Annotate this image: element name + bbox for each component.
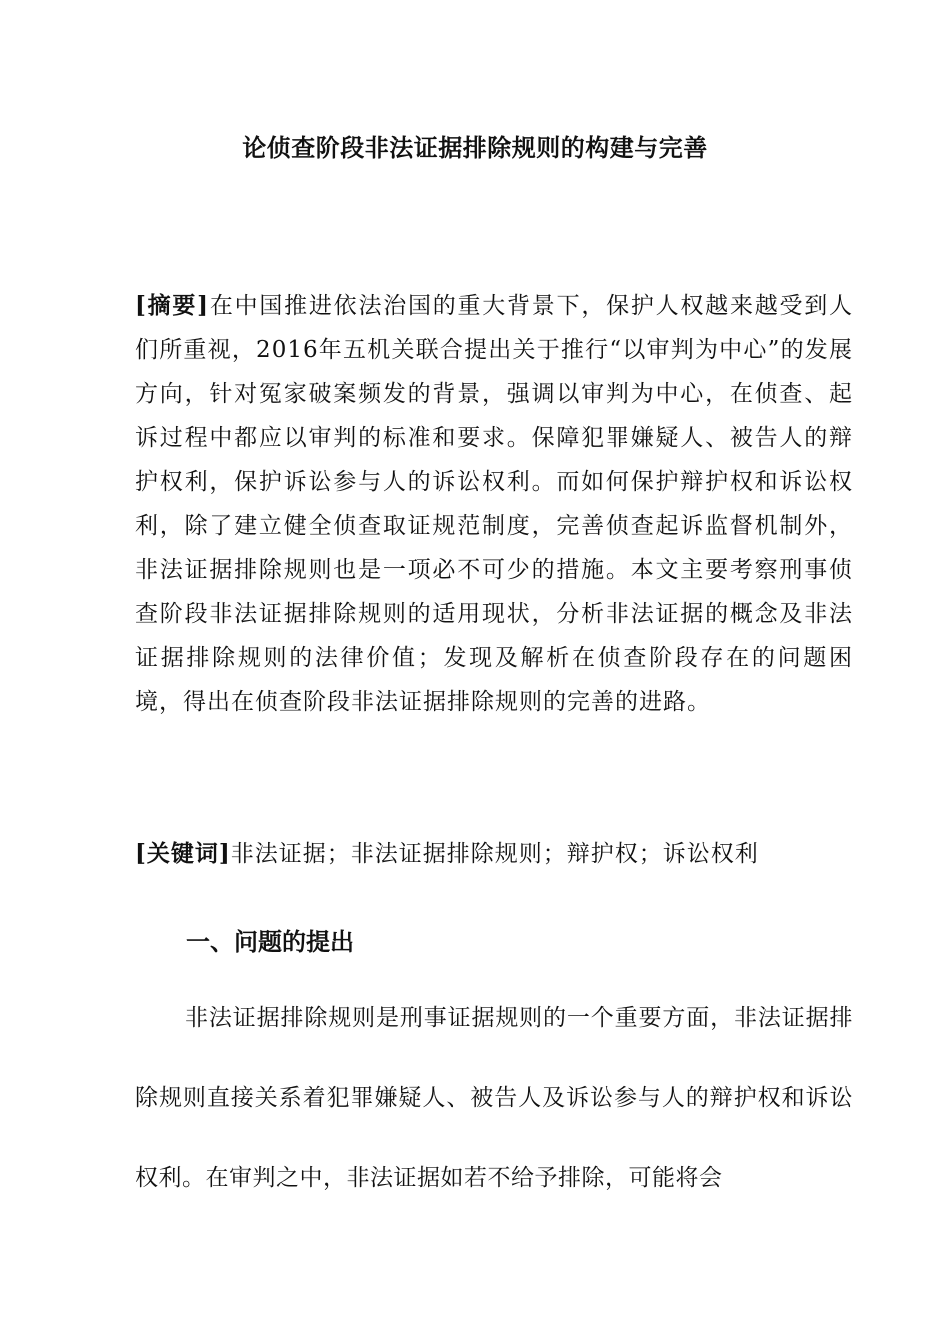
- abstract-label: [摘要]: [135, 292, 210, 319]
- abstract-text: 在中国推进依法治国的重大背景下，保护人权越来越受到人们所重视，2016年五机关联合提出关于推行“以审判为中心”的发展方向，针对冤家破案频发的背景，强调以审判为中心，在侦查、起诉过程中都应以审判的标准和要求。保障犯罪嫌疑人、被告人的辩护权利，保护诉讼参与人的诉讼权利。而如何保护辩护权和诉讼权利，除了建立健全侦查取证规范制度，完善侦查起诉监督机制外，非法证据排除规则也是一项必不可少的措施。本文主要考察刑事侦查阶段非法证据排除规则的适用现状，分析非法证据的概念及非法证据排除规则的法律价值；发现及解析在侦查阶段存在的问题困境，得出在侦查阶段非法证据排除规则的完善的进路。: [135, 293, 854, 715]
- keywords-text: 非法证据；非法证据排除规则；辩护权；诉讼权利: [230, 841, 759, 867]
- keywords-block: [135, 834, 853, 874]
- body-paragraph: 非法证据排除规则是刑事证据规则的一个重要方面，非法证据排除规则直接关系着犯罪嫌疑人、被告人及诉讼参与人的辩护权和诉讼权利。在审判之中，非法证据如若不给予排除，可能将会: [135, 1005, 853, 1191]
- document-title: 论侦查阶段非法证据排除规则的构建与完善: [242, 134, 708, 162]
- keywords-label: [关键词]: [135, 840, 231, 867]
- section-heading: 一、问题的提出: [186, 928, 354, 956]
- abstract-block: [135, 284, 853, 724]
